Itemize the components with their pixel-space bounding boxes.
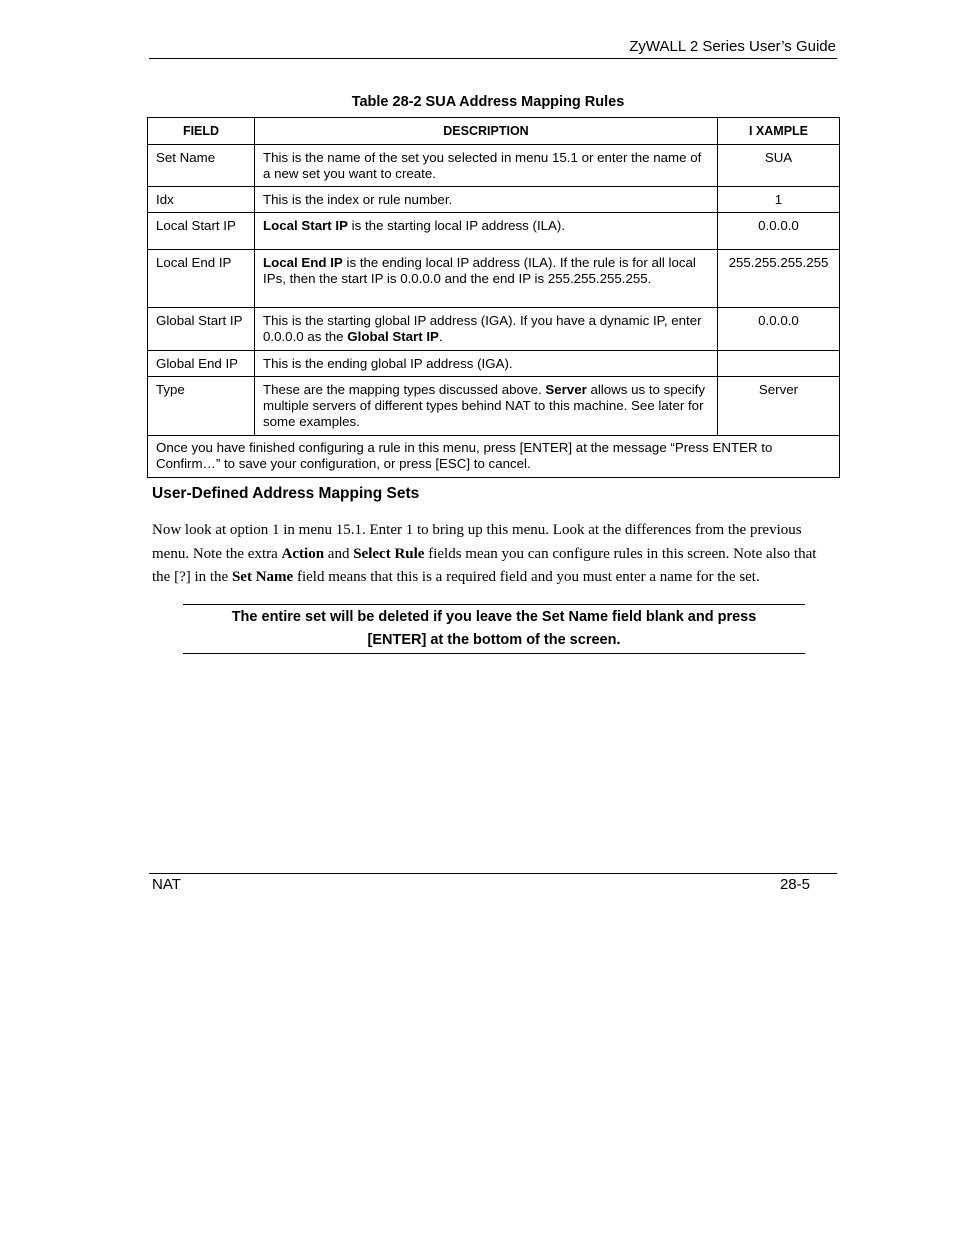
cell-example: 0.0.0.0 (718, 308, 840, 351)
table-row (148, 351, 840, 377)
paragraph-bold: Action (281, 545, 325, 562)
cell-example: 255.255.255.255 (718, 250, 840, 308)
paragraph-text: Now look at option 1 in menu 15.1. Enter 1 to bring up this menu. Look at the differences from the previous menu. Note the extra (152, 522, 802, 562)
desc-text: is the starting local IP address (ILA). (347, 218, 566, 233)
cell-example: Server (718, 377, 840, 436)
warning-note (183, 604, 805, 654)
column-header-example: I XAMPLE (718, 118, 840, 145)
sua-rules-table (147, 117, 840, 478)
cell-field: Global Start IP (148, 308, 255, 351)
paragraph-text: field means that this is a required field and you must enter a name for the set. (293, 569, 760, 585)
desc-bold: Server (545, 382, 587, 397)
cell-field: Set Name (148, 145, 255, 187)
desc-text: This is the starting global IP address (IGA). If you have a dynamic IP, enter 0.0.0.0 as the (263, 313, 702, 344)
paragraph-bold: Select Rule (353, 545, 425, 562)
cell-description (255, 213, 718, 250)
column-header-field: FIELD (148, 118, 255, 145)
table-row (148, 250, 840, 308)
section-heading: User-Defined Address Mapping Sets (152, 485, 420, 502)
table-row (148, 187, 840, 213)
paragraph-text: and (324, 545, 354, 562)
cell-description (255, 308, 718, 351)
desc-text: These are the mapping types discussed above. (263, 382, 546, 397)
footer-chapter: NAT (152, 876, 181, 893)
table-row (148, 377, 840, 436)
paragraph-bold: Set Name (231, 569, 294, 585)
table-caption: Table 28-2 SUA Address Mapping Rules (351, 94, 625, 110)
desc-text: allows us to specify multiple servers of different types behind NAT to this machine. See later for some examples. (263, 382, 706, 429)
cell-example: SUA (718, 145, 840, 187)
cell-description (255, 250, 718, 308)
cell-description: This is the index or rule number. (255, 187, 718, 213)
note-line: The entire set will be deleted if you leave the Set Name field blank and press (231, 609, 757, 625)
table-footnote-row (148, 436, 840, 478)
footer-rule (149, 873, 837, 874)
cell-description: This is the ending global IP address (IGA). (255, 351, 718, 377)
column-header-description: DESCRIPTION (255, 118, 718, 145)
table-footnote: Once you have finished configuring a rule in this menu, press [ENTER] at the message “Press ENTER to Confirm…” to save your configuration, or press [ESC] to cancel. (148, 436, 840, 478)
desc-bold: Global Start IP (347, 329, 439, 344)
table-row (148, 308, 840, 351)
desc-bold: Local End IP (263, 255, 343, 270)
cell-field: Local End IP (148, 250, 255, 308)
table-row (148, 145, 840, 187)
body-paragraph (152, 519, 836, 590)
table-header-row (148, 118, 840, 145)
cell-example (718, 351, 840, 377)
page-number: 28-5 (779, 876, 810, 893)
desc-text: . (438, 329, 443, 344)
desc-bold: Local Start IP (263, 218, 348, 233)
header-title: ZyWALL 2 Series User’s Guide (629, 38, 836, 55)
cell-example: 1 (718, 187, 840, 213)
cell-description: This is the name of the set you selected in menu 15.1 or enter the name of a new set you want to create. (255, 145, 718, 187)
desc-text: is the ending local IP address (ILA). If the rule is for all local IPs, then the start IP is 0.0.0.0 and the end IP is 255.255.255.255. (263, 255, 696, 286)
paragraph-text: fields mean you can configure rules in this screen. Note also that the [?] in the (152, 545, 817, 585)
note-line: [ENTER] at the bottom of the screen. (367, 632, 621, 648)
cell-field: Local Start IP (148, 213, 255, 250)
cell-description (255, 377, 718, 436)
cell-field: Idx (148, 187, 255, 213)
header-rule (149, 58, 837, 59)
cell-example: 0.0.0.0 (718, 213, 840, 250)
cell-field: Global End IP (148, 351, 255, 377)
table-row (148, 213, 840, 250)
cell-field: Type (148, 377, 255, 436)
